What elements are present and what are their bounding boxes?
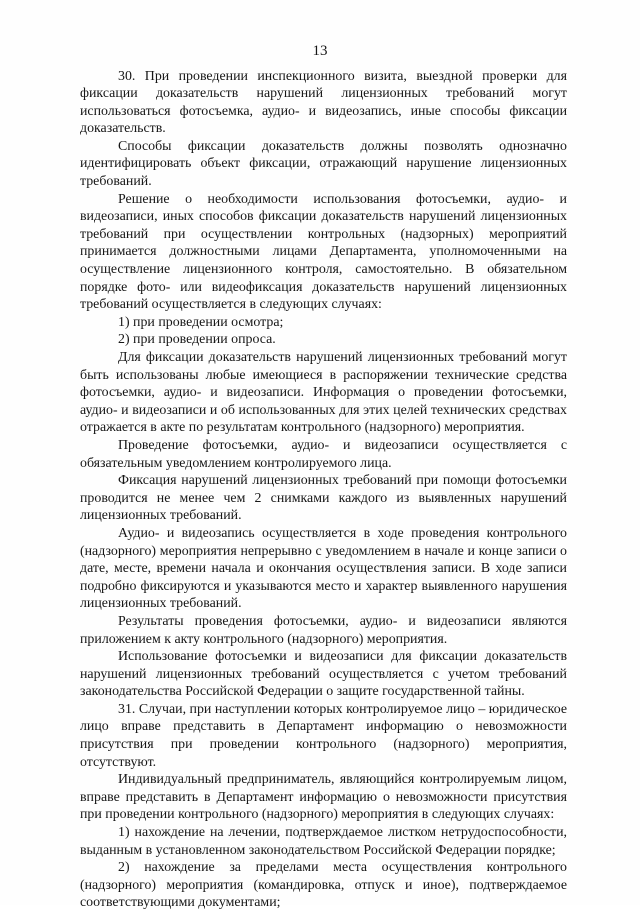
paragraph-state-secret: Использование фотосъемки и видеозаписи для фиксации доказательств нарушений лицензионных требований осуществляется с учетом требований законодательства Российской Федерации о защите государственной тайны. [80,648,567,701]
paragraph-30-intro: 30. При проведении инспекционного визита, выездной проверки для фиксации доказательств нарушений лицензионных требований могут использоваться фотосъемка, аудио- и видеозапись, иные способы фиксации доказательств. [80,68,567,138]
paragraph-technical-means: Для фиксации доказательств нарушений лицензионных требований могут быть использованы любые имеющиеся в распоряжении технические средства фотосъемки, аудио- и видеозаписи. Информация о проведении фотосъемки, аудио- и видеозаписи и об использованных для этих целей технических средствах отражается в акте по результатам контрольного (надзорного) мероприятия. [80,349,567,437]
paragraph-decision: Решение о необходимости использования фотосъемки, аудио- и видеозаписи, иных способов фиксации доказательств нарушений лицензионных требований при осуществлении контрольных (надзорных) мероприятий принимается должностными лицами Департамента, уполномоченными на осуществление лицензионного контроля, самостоятельно. В обязательном порядке фото- или видеофиксация доказательств нарушений лицензионных требований осуществляется в следующих случаях: [80,191,567,314]
list-item-survey: 2) при проведении опроса. [80,331,567,349]
paragraph-notification: Проведение фотосъемки, аудио- и видеозаписи осуществляется с обязательным уведомлением контролируемого лица. [80,437,567,472]
list-item-absence: 2) нахождение за пределами места осуществления контрольного (надзорного) мероприятия (командировка, отпуск и иное), подтверждаемое соответствующими документами; [80,859,567,912]
document-body [80,68,567,912]
list-item-medical-treatment: 1) нахождение на лечении, подтверждаемое листком нетрудоспособности, выданным в установленном законодательством Российской Федерации порядке; [80,824,567,859]
paragraph-results-annex: Результаты проведения фотосъемки, аудио- и видеозаписи являются приложением к акту контрольного (надзорного) мероприятия. [80,613,567,648]
paragraph-entrepreneur: Индивидуальный предприниматель, являющийся контролируемым лицом, вправе представить в Департамент информацию о невозможности присутствия при проведении контрольного (надзорного) мероприятия в следующих случаях: [80,771,567,824]
paragraph-31-legal-entity: 31. Случаи, при наступлении которых контролируемое лицо – юридическое лицо вправе представить в Департамент информацию о невозможности присутствия при проведении контрольного (надзорного) мероприятия, отсутствуют. [80,701,567,771]
paragraph-audio-video: Аудио- и видеозапись осуществляется в ходе проведения контрольного (надзорного) мероприятия непрерывно с уведомлением в начале и конце записи о дате, месте, времени начала и окончания осуществления записи. В ходе записи подробно фиксируются и указываются место и характер выявленного нарушения лицензионных требований. [80,525,567,613]
list-item-inspection: 1) при проведении осмотра; [80,314,567,332]
paragraph-fixation-methods: Способы фиксации доказательств должны позволять однозначно идентифицировать объект фиксации, отражающий нарушение лицензионных требований. [80,138,567,191]
paragraph-photo-count: Фиксация нарушений лицензионных требований при помощи фотосъемки проводится не менее чем 2 снимками каждого из выявленных нарушений лицензионных требований. [80,472,567,525]
page-number: 13 [0,42,640,60]
